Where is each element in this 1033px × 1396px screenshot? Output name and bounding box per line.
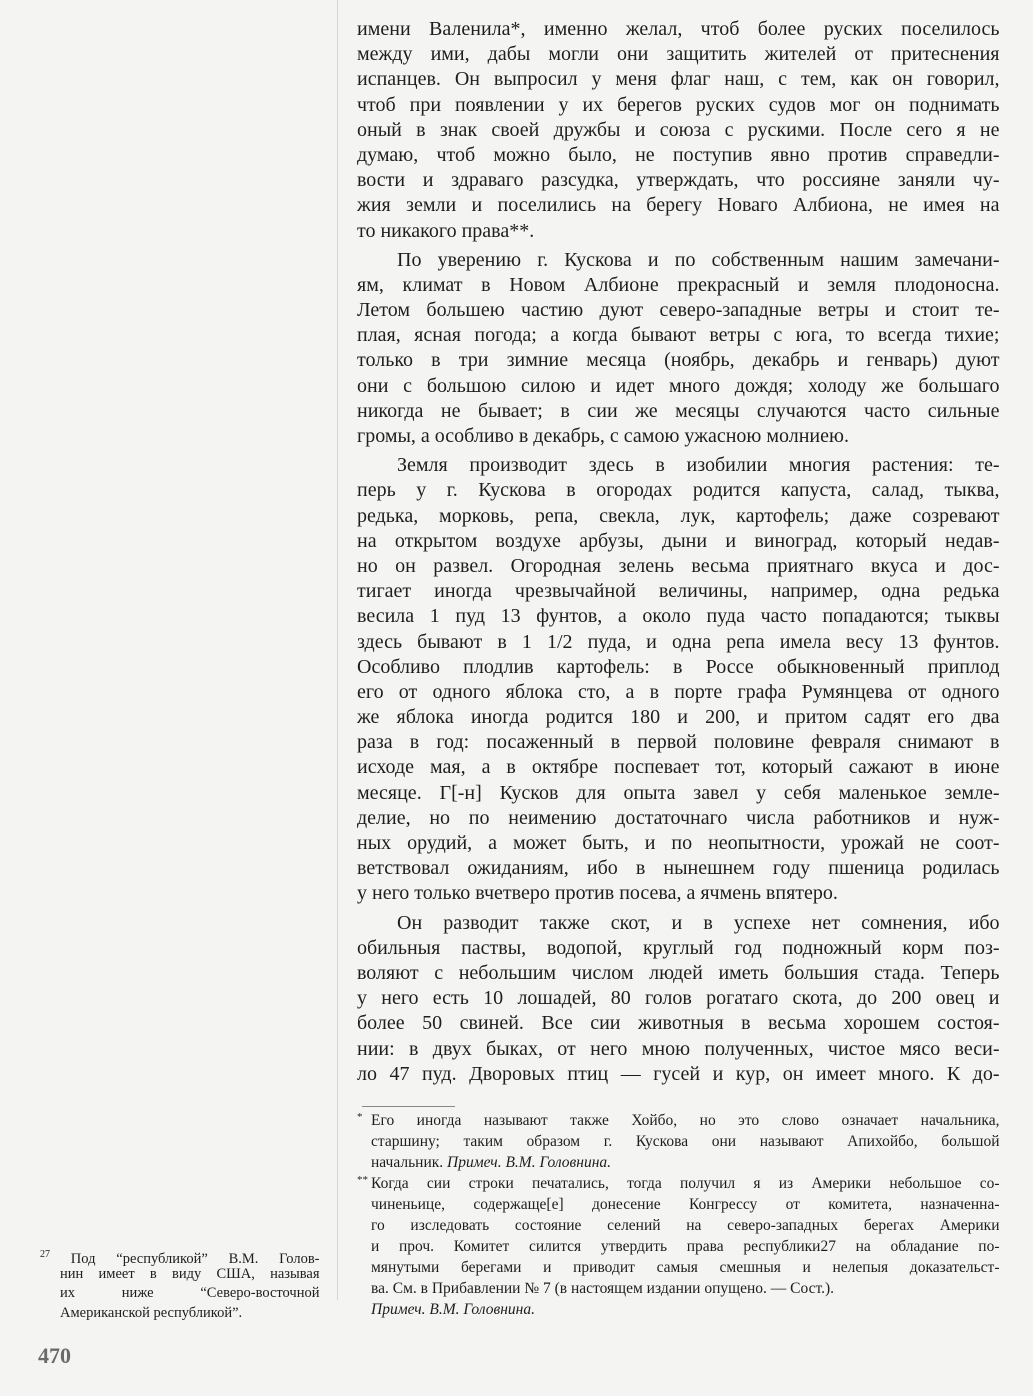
text-line: здесь бывают в 1 1/2 пуда, и одна репа имела весу 13 фунтов. (357, 630, 1000, 653)
footnote-separator (362, 1106, 455, 1107)
footnote-line: го изследовать состояние селений на северо-западных берегах Америки (371, 1217, 1000, 1234)
text-line: исходе мая, а в октябре поспевает тот, который сажают в июне (357, 756, 1000, 779)
footnote-line: Его иногда называют также Хойбо, но это слово означает начальника, (371, 1112, 1000, 1129)
footnote-line: ва. См. в Прибавлении № 7 (в настоящем издании опущено. — Сост.). (371, 1280, 834, 1297)
footnote-line: Когда сии строки печатались, тогда получил я из Америки небольшое со- (371, 1175, 1000, 1192)
text-line: оный в знак своей дружбы и союза с рускими. После сего я не (357, 118, 1000, 141)
side-note-line: их ниже “Северо-восточной (60, 1285, 320, 1302)
text-line: нии: в двух быках, от него мною полученных, чистое мясо веси- (357, 1037, 1000, 1060)
text-line: имени Валенила*, именно желал, чтоб более руских поселилось (357, 18, 1000, 40)
text-line: вости и здраваго разсудка, утверждать, что россияне заняли чу- (357, 169, 1000, 192)
side-note-line: нин имеет в виду США, называя (60, 1265, 320, 1282)
footnote-attribution: Примеч. В.М. Головнина. (371, 1301, 535, 1318)
text-line: испанцев. Он выпросил у меня флаг наш, с тем, как он говорил, (357, 68, 1000, 91)
footnotes (357, 1110, 1000, 1320)
text-line: перь у г. Кускова в огородах родится капуста, салад, тыква, (357, 479, 1000, 502)
text-line: обильныя паствы, водопой, круглый год подножный корм поз- (357, 936, 1000, 959)
text-line: ям, климат в Новом Албионе прекрасный и земля плодоносна. (357, 273, 1000, 296)
side-note-text: Под “республикой” В.М. Голов- (70, 1250, 320, 1267)
text-line: ло 47 пуд. Дворовых птиц — гусей и кур, он имеет много. К до- (357, 1062, 1000, 1085)
footnote-line: и проч. Комитет силится утвердить права республики27 на обладание по- (371, 1238, 1000, 1255)
footnote-line: мянутыми берегами и приводит самыя смешныя и нелепыя доказательст- (371, 1259, 1000, 1276)
text-line: плая, ясная погода; а когда бывают ветры с юга, то всегда тихие; (357, 324, 1000, 347)
text-line: но он развел. Огородная зелень весьма приятнаго вкуса и дос- (357, 554, 1000, 577)
column-divider (337, 0, 338, 1300)
footnote-line (371, 1152, 1000, 1173)
side-note-number: 27 (40, 1249, 50, 1260)
footnote-mark: ** (357, 1174, 368, 1186)
text-line: ветствовал ожиданиям, ибо в нынешнем году пшеница родилась (357, 857, 1000, 880)
text-line: чтоб при появлении у их берегов руских судов мог он поднимать (357, 93, 1000, 116)
footnote-attribution: Примеч. В.М. Головнина. (447, 1154, 612, 1171)
paragraph (357, 911, 1000, 1087)
text-line: на открытом воздухе арбузы, дыни и виноград, который недав- (357, 529, 1000, 552)
text-line: месяце. Г[-н] Кусков для опыта завел у себя маленькое земле- (357, 781, 1000, 804)
footnote-text: начальник. (371, 1154, 444, 1171)
text-line: только в три зимние месяца (ноябрь, декабрь и генварь) дуют (357, 349, 1000, 372)
text-line: ных орудий, а может быть, и по неопытности, урожай не соот- (357, 832, 1000, 854)
text-line: раза в год: посаженный в первой половине февраля снимают в (357, 731, 1000, 754)
text-line: думаю, чтоб можно было, не поступив явно против справедли- (357, 143, 1000, 166)
paragraph (357, 453, 1000, 906)
footnote (357, 1110, 1000, 1173)
text-line: воляют с небольшим числом людей иметь большия стада. Теперь (357, 961, 1000, 984)
text-line: его от одного яблока сто, а в порте графа Румянцева от одного (357, 680, 1000, 703)
footnote-line: старшину; таким образом г. Кускова они называют Апихойбо, большой (371, 1133, 1000, 1150)
text-line: они с большою силою и идет много дождя; холоду же большаго (357, 374, 1000, 397)
text-line: у него есть 10 лошадей, 80 голов рогатаго скота, до 200 овец и (357, 987, 1000, 1010)
text-line: делие, но по неимению достаточнаго числа работников и нуж- (357, 806, 1000, 829)
text-line: у него только вчетверо против посева, а ячмень впятеро. (357, 882, 838, 905)
text-line: никогда не бывает; в сии же месяцы случаются часто сильные (357, 399, 1000, 422)
text-line: Летом большею частию дуют северо-западные ветры и стоит те- (357, 299, 1000, 322)
footnote-line: чиненьице, содержаще[е] донесение Конгрессу от комитета, назначенна- (371, 1196, 1000, 1213)
page-number: 470 (38, 1343, 71, 1368)
text-line: Он разводит также скот, и в успехе нет сомнения, ибо (397, 911, 1000, 934)
text-line: весила 1 пуд 13 фунтов, а около пуда часто попадаются; тыквы (357, 605, 1000, 628)
text-line: то никакого права**. (357, 219, 535, 242)
main-text (357, 17, 1000, 1087)
text-line: громы, а особливо в декабрь, с самою ужасною молниею. (357, 425, 849, 447)
text-line: редька, морковь, репа, свекла, лук, картофель; даже созревают (357, 504, 1000, 527)
text-line: между ими, дабы могли они защитить жителей от притеснения (357, 43, 1000, 66)
text-line: же яблока иногда родится 180 и 200, и притом садят его два (357, 706, 1000, 729)
footnote (357, 1173, 1000, 1320)
footnote-mark: * (357, 1111, 363, 1123)
text-line: По уверению г. Кускова и по собственным нашим замечани- (397, 248, 1000, 271)
paragraph (357, 248, 1000, 450)
side-note (40, 1245, 320, 1323)
side-note-line: Американской республикой”. (60, 1304, 243, 1321)
text-line: тигает иногда чрезвычайной величины, например, одна редька (357, 580, 1000, 603)
text-line: Земля производит здесь в изобилии многия растения: те- (397, 454, 1000, 477)
text-line: жия земли и поселились на берегу Новаго Албиона, не имея на (357, 194, 1000, 217)
text-line: Особливо плодлив картофель: в Россе обыкновенный приплод (357, 655, 1000, 678)
text-line: более 50 свиней. Все сии животныя в весьма хорошем состоя- (357, 1012, 1000, 1035)
side-note-line (40, 1245, 320, 1265)
paragraph (357, 17, 1000, 244)
